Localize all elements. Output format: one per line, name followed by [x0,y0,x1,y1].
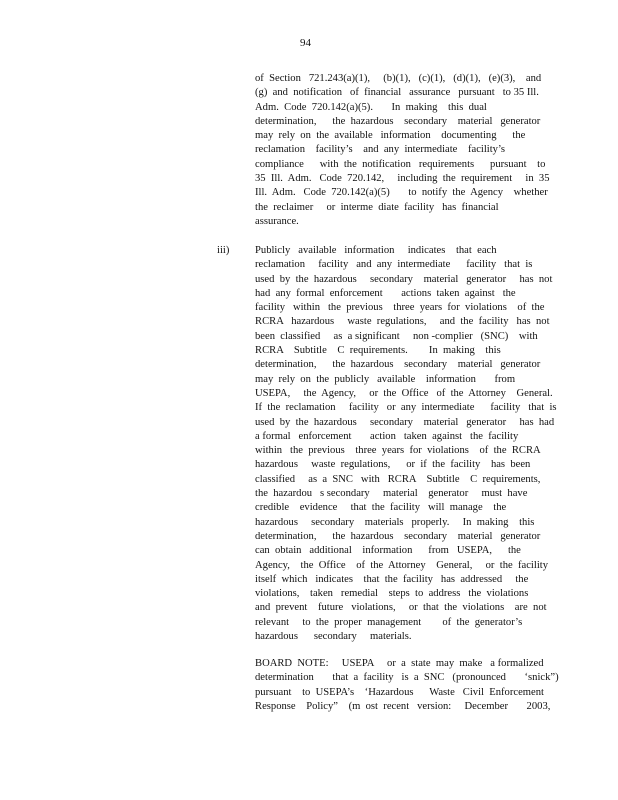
text-line: determination that a facility is a SNC (pronounced ‘snick”) [255,672,559,684]
board-note [255,657,559,714]
text-line: BOARD NOTE: USEPA or a state may make a formalized [255,658,544,669]
text-line: of Section 721.243(a)(1), (b)(1), (c)(1), (d)(1), (e)(3), and [255,73,542,84]
text-line: within the previous three years for violations of the RCRA [255,445,541,457]
text-line: pursuant to USEPA’s ‘Hazardous Waste Civil Enforcement [255,686,544,698]
paragraph-iii [255,244,557,644]
text-line: can obtain additional information from USEPA, the [255,545,521,557]
text-line: assurance. [255,215,299,227]
text-line: Publicly available information indicates that each [255,245,497,256]
text-line: violations, taken remedial steps to address the violations [255,588,529,600]
text-line: the hazardou s secondary material generator must have [255,488,528,500]
paragraph-continued [255,72,550,229]
text-line: may rely on the available information documenting the [255,130,526,142]
text-line: reclamation facility and any intermediate facility that is [255,259,533,271]
text-line: RCRA hazardous waste regulations, and the facility has not [255,316,550,328]
text-line: If the reclamation facility or any intermediate facility that is [255,402,557,414]
text-line: itself which indicates that the facility has addressed the [255,573,529,585]
text-line: Ill. Adm. Code 720.142(a)(5) to notify the Agency whether [255,187,548,199]
text-line: determination, the hazardous secondary material generator [255,115,541,127]
text-line: relevant to the proper management of the generator’s [255,616,523,628]
page-number: 94 [300,37,311,49]
text-line: reclamation facility’s and any intermediate facility’s [255,144,506,156]
text-line: USEPA, the Agency, or the Office of the Attorney General. [255,387,553,399]
text-line: compliance with the notification requirements pursuant to [255,158,546,170]
text-line: and prevent future violations, or that the violations are not [255,602,547,614]
list-marker-iii: iii) [217,245,230,256]
text-line: had any formal enforcement actions taken against the [255,287,516,299]
text-line: credible evidence that the facility will manage the [255,502,507,514]
text-line: RCRA Subtitle C requirements. In making this [255,345,501,357]
text-line: used by the hazardous secondary material generator has had [255,416,555,428]
text-line: a formal enforcement action taken against the facility [255,430,519,442]
text-line: 35 Ill. Adm. Code 720.142, including the requirement in 35 [255,173,550,185]
text-line: determination, the hazardous secondary material generator [255,530,541,542]
text-line: facility within the previous three years for violations of the [255,302,545,314]
text-line: determination, the hazardous secondary material generator [255,359,541,371]
text-line: Agency, the Office of the Attorney General, or the facility [255,559,548,571]
text-line: Adm. Code 720.142(a)(5). In making this dual [255,101,487,113]
text-line: been classified as a significant non -complier (SNC) with [255,330,538,342]
text-line: may rely on the publicly available information from [255,373,516,385]
text-line: hazardous secondary materials properly. In making this [255,516,535,528]
text-line: hazardous waste regulations, or if the facility has been [255,459,531,471]
text-line: used by the hazardous secondary material generator has not [255,273,553,285]
text-line: the reclaimer or interme diate facility has financial [255,201,499,213]
text-line: Response Policy” (m ost recent version: December 2003, [255,700,551,712]
text-line: classified as a SNC with RCRA Subtitle C requirements, [255,473,541,485]
text-line: hazardous secondary materials. [255,631,412,643]
text-line: (g) and notification of financial assurance pursuant to 35 Ill. [255,87,539,99]
